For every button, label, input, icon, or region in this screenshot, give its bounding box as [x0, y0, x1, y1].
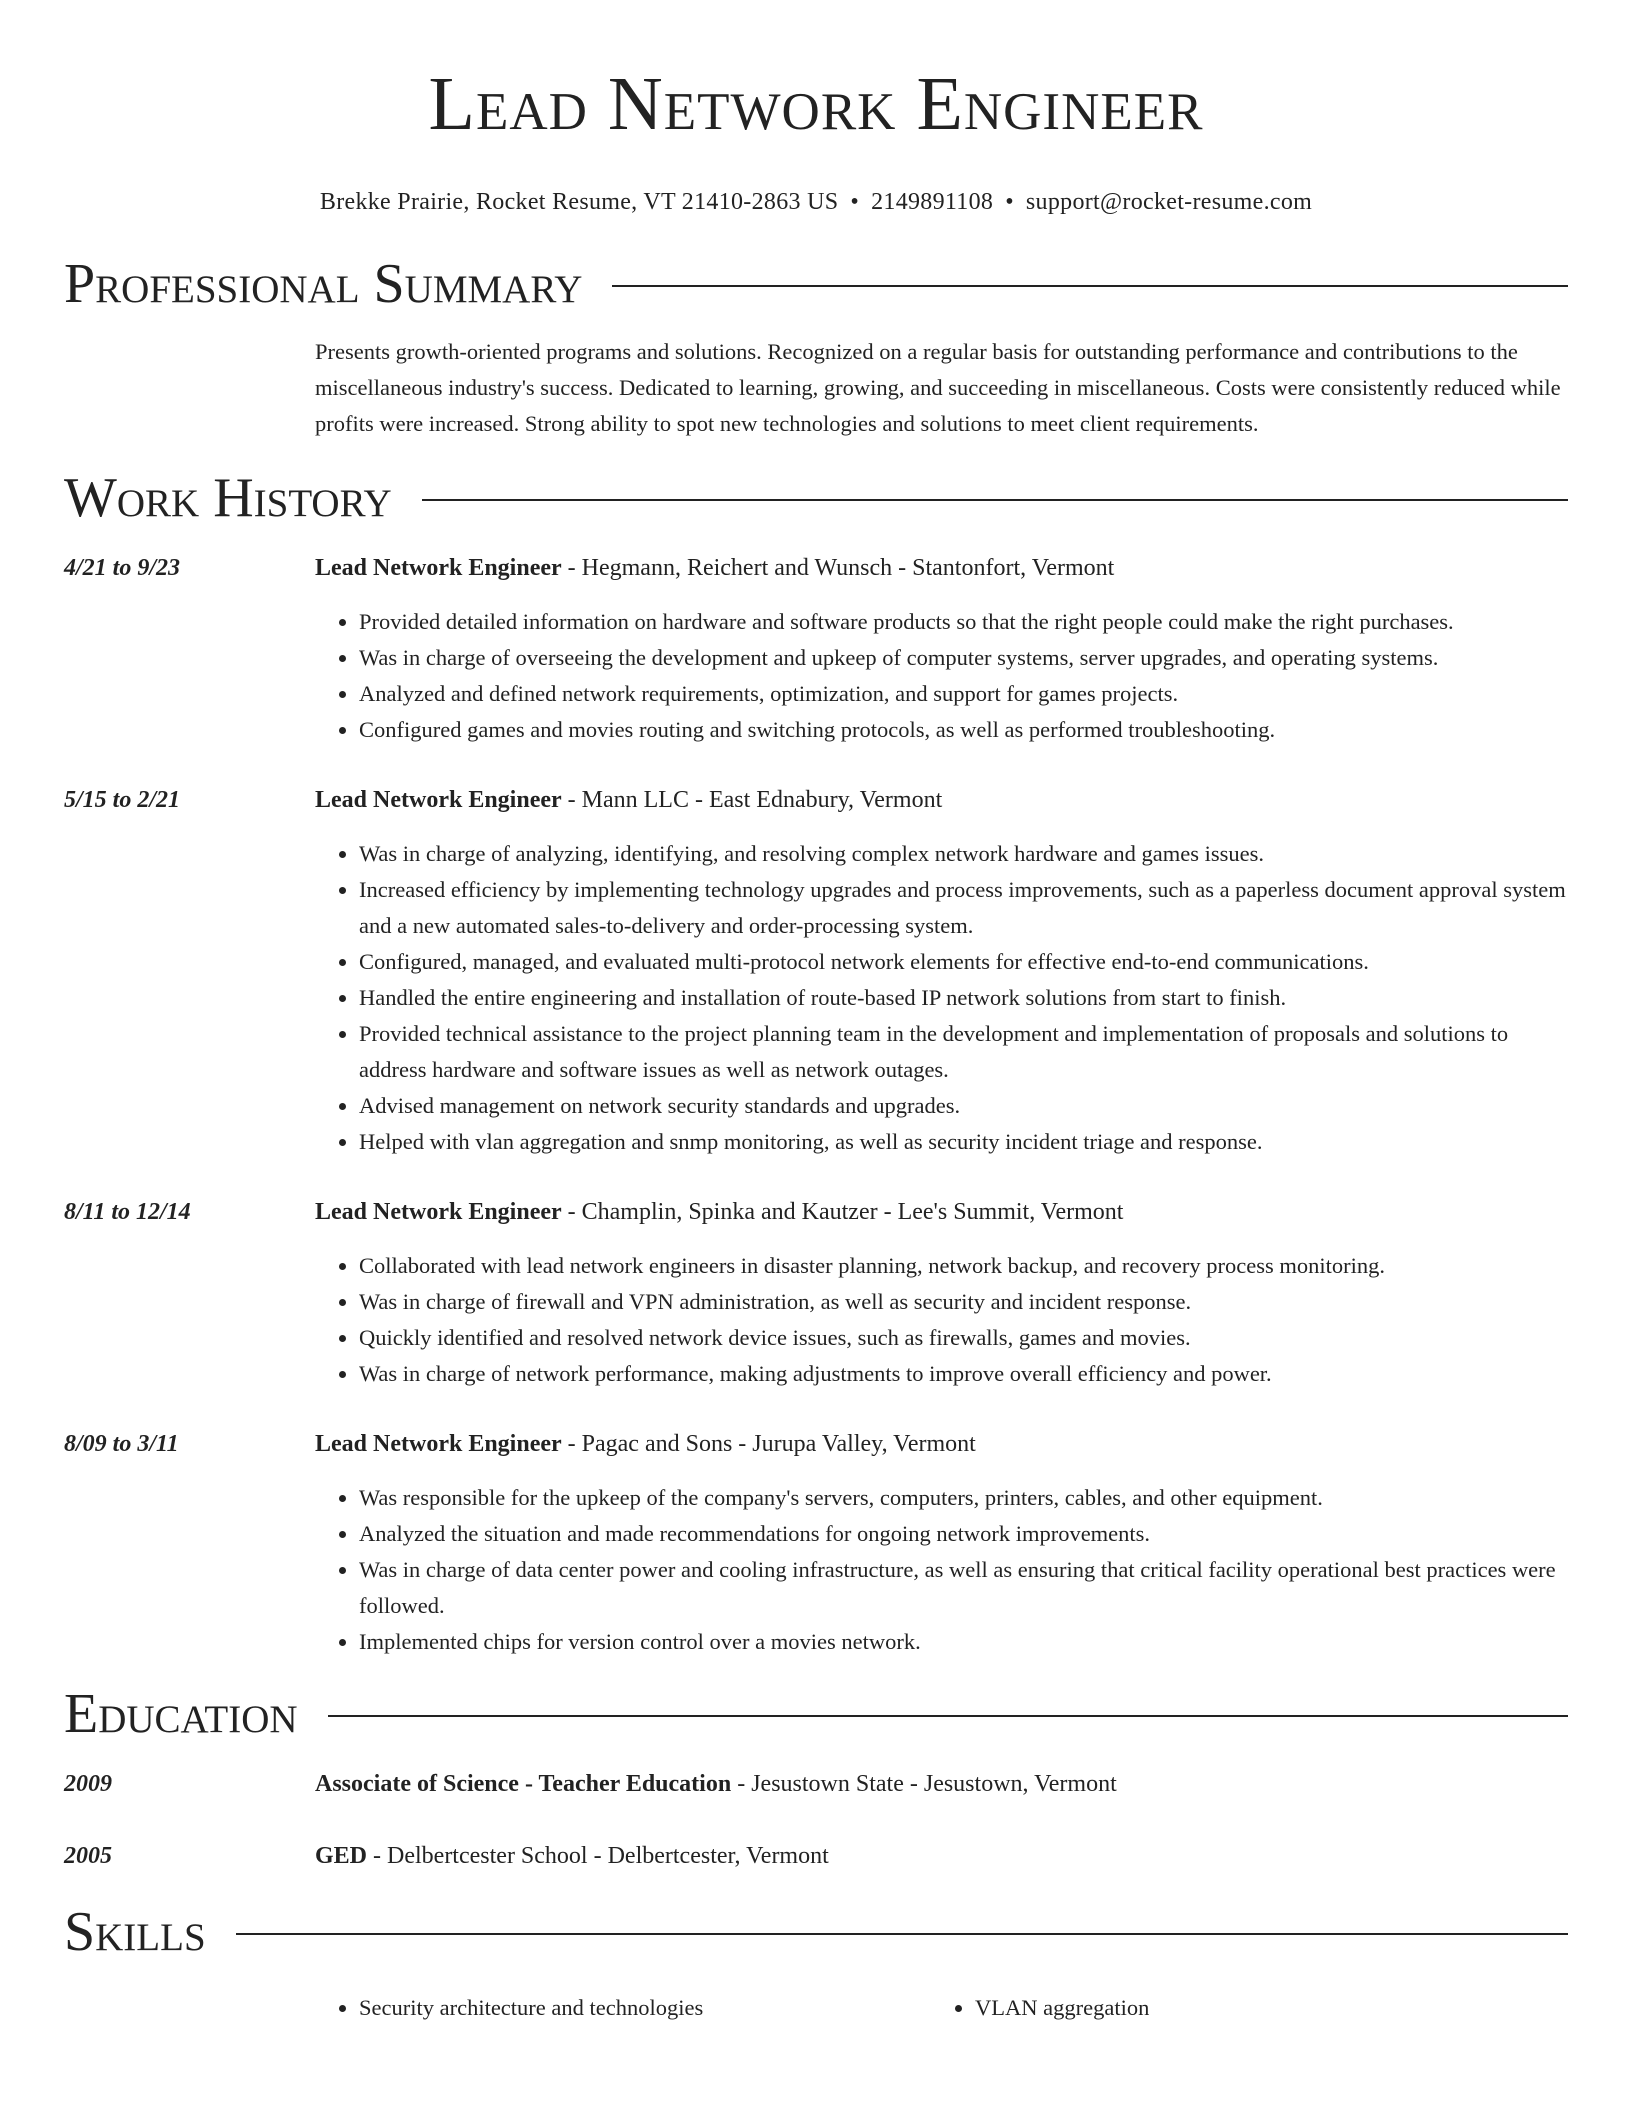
section-divider	[612, 285, 1568, 287]
summary-section	[64, 252, 1568, 442]
job-bullet: • Was in charge of overseeing the development and upkeep of computer systems, server upgrades, and operating systems.	[359, 640, 1568, 676]
skills-heading: Skills	[64, 1901, 206, 1963]
skill-item: • Security architecture and technologies	[359, 1990, 931, 2026]
summary-heading: Professional Summary	[64, 253, 583, 315]
job-title: Lead Network Engineer	[315, 555, 562, 581]
job-bullet: • Was in charge of firewall and VPN administration, as well as security and incident response.	[359, 1284, 1568, 1320]
job-bullet: • Was in charge of analyzing, identifying, and resolving complex network hardware and games issues.	[359, 836, 1568, 872]
job-bullet: • Collaborated with lead network engineers in disaster planning, network backup, and recovery process monitoring.	[359, 1248, 1568, 1284]
job-employer: - Hegmann, Reichert and Wunsch - Stantonfort, Vermont	[561, 555, 1115, 581]
job-bullets	[315, 604, 1568, 748]
education-entry	[64, 1768, 1568, 1800]
education-body	[315, 1768, 1568, 1800]
education-body	[315, 1840, 1568, 1872]
job-bullet: • Analyzed and defined network requirements, optimization, and support for games projects.	[359, 676, 1568, 712]
education-heading-line	[315, 1840, 1568, 1872]
summary-text: Presents growth-oriented programs and solutions. Recognized on a regular basis for outstanding performance and contributions to the miscellaneous industry's success. Dedicated to learning, growing, and succeeding in miscellaneous. Costs were consistently reduced while profits were increased. Strong ability to spot new technologies and solutions to meet client requirements.	[315, 339, 1561, 436]
skills-column-left	[315, 1990, 931, 2026]
contact-phone: 2149891108	[871, 189, 994, 215]
job-bullet: • Was responsible for the upkeep of the company's servers, computers, printers, cables, and other equipment.	[359, 1480, 1568, 1516]
education-heading-row	[64, 1682, 1568, 1746]
job-body	[315, 1196, 1568, 1392]
skills-column-right	[931, 1990, 1547, 2026]
education-heading: Education	[64, 1683, 298, 1745]
skills-section	[64, 1900, 1568, 2026]
skills-list	[931, 1990, 1547, 2026]
job-entry	[64, 552, 1568, 748]
education-heading-line	[315, 1768, 1568, 1800]
job-bullet: • Was in charge of data center power and cooling infrastructure, as well as ensuring that critical facility operational best practices were followed.	[359, 1552, 1568, 1624]
job-body	[315, 1428, 1568, 1660]
contact-separator: •	[1005, 189, 1014, 215]
job-employer: - Champlin, Spinka and Kautzer - Lee's Summit, Vermont	[561, 1199, 1124, 1225]
contact-address: Brekke Prairie, Rocket Resume, VT 21410-2863 US	[319, 189, 839, 215]
summary-heading-row	[64, 252, 1568, 316]
education-school: - Jesustown State - Jesustown, Vermont	[731, 1771, 1117, 1797]
education-section	[64, 1682, 1568, 1872]
contact-email: support@rocket-resume.com	[1025, 189, 1313, 215]
job-title: Lead Network Engineer	[315, 787, 562, 813]
job-bullets	[315, 836, 1568, 1160]
job-entry	[64, 1428, 1568, 1660]
work-history-section	[64, 466, 1568, 1660]
job-heading	[315, 552, 1568, 584]
skills-heading-row	[64, 1900, 1568, 1964]
job-bullet: • Provided detailed information on hardware and software products so that the right people could make the right purchases.	[359, 604, 1568, 640]
resume-page	[64, 0, 1568, 2026]
job-bullets	[315, 1248, 1568, 1392]
job-bullet: • Provided technical assistance to the project planning team in the development and implementation of proposals and solutions to address hardware and software issues as well as network outages.	[359, 1016, 1568, 1088]
job-heading	[315, 784, 1568, 816]
job-body	[315, 552, 1568, 748]
job-bullet: • Configured games and movies routing and switching protocols, as well as performed troubleshooting.	[359, 712, 1568, 748]
job-dates: 5/15 to 2/21	[64, 787, 181, 813]
job-bullet: • Quickly identified and resolved network device issues, such as firewalls, games and movies.	[359, 1320, 1568, 1356]
job-dates: 4/21 to 9/23	[64, 555, 181, 581]
job-heading	[315, 1428, 1568, 1460]
education-year: 2005	[64, 1843, 112, 1869]
job-employer: - Pagac and Sons - Jurupa Valley, Vermont	[561, 1431, 976, 1457]
education-entry	[64, 1840, 1568, 1872]
job-dates: 8/11 to 12/14	[64, 1199, 191, 1225]
job-bullet: • Analyzed the situation and made recommendations for ongoing network improvements.	[359, 1516, 1568, 1552]
job-bullet: • Implemented chips for version control over a movies network.	[359, 1624, 1568, 1660]
job-bullet: • Handled the entire engineering and installation of route-based IP network solutions from start to finish.	[359, 980, 1568, 1016]
job-entry	[64, 784, 1568, 1160]
job-employer: - Mann LLC - East Ednabury, Vermont	[561, 787, 943, 813]
job-bullet: • Increased efficiency by implementing technology upgrades and process improvements, such as a paperless document approval system and a new automated sales-to-delivery and order-processing system.	[359, 872, 1568, 944]
section-divider	[422, 499, 1568, 501]
job-dates: 8/09 to 3/11	[64, 1431, 179, 1457]
education-year: 2009	[64, 1771, 112, 1797]
education-degree: Associate of Science - Teacher Education	[315, 1771, 732, 1797]
skills-columns	[315, 1990, 1568, 2026]
skills-list	[315, 1990, 931, 2026]
job-bullet: • Configured, managed, and evaluated multi-protocol network elements for effective end-to-end communications.	[359, 944, 1568, 980]
job-bullet: • Advised management on network security standards and upgrades.	[359, 1088, 1568, 1124]
education-degree: GED	[315, 1843, 368, 1869]
job-body	[315, 784, 1568, 1160]
job-title: Lead Network Engineer	[315, 1431, 562, 1457]
section-divider	[328, 1715, 1568, 1717]
contact-line	[64, 186, 1568, 218]
education-school: - Delbertcester School - Delbertcester, Vermont	[367, 1843, 829, 1869]
job-title: Lead Network Engineer	[315, 1199, 562, 1225]
job-entry	[64, 1196, 1568, 1392]
resume-title: Lead Network Engineer	[428, 62, 1204, 146]
section-divider	[236, 1933, 1568, 1935]
contact-separator: •	[850, 189, 860, 215]
work-history-heading: Work History	[64, 467, 392, 529]
job-bullet: • Helped with vlan aggregation and snmp monitoring, as well as security incident triage and response.	[359, 1124, 1568, 1160]
job-bullet: • Was in charge of network performance, making adjustments to improve overall efficiency and power.	[359, 1356, 1568, 1392]
skill-item: • VLAN aggregation	[975, 1990, 1547, 2026]
job-heading	[315, 1196, 1568, 1228]
job-bullets	[315, 1480, 1568, 1660]
work-history-heading-row	[64, 466, 1568, 530]
